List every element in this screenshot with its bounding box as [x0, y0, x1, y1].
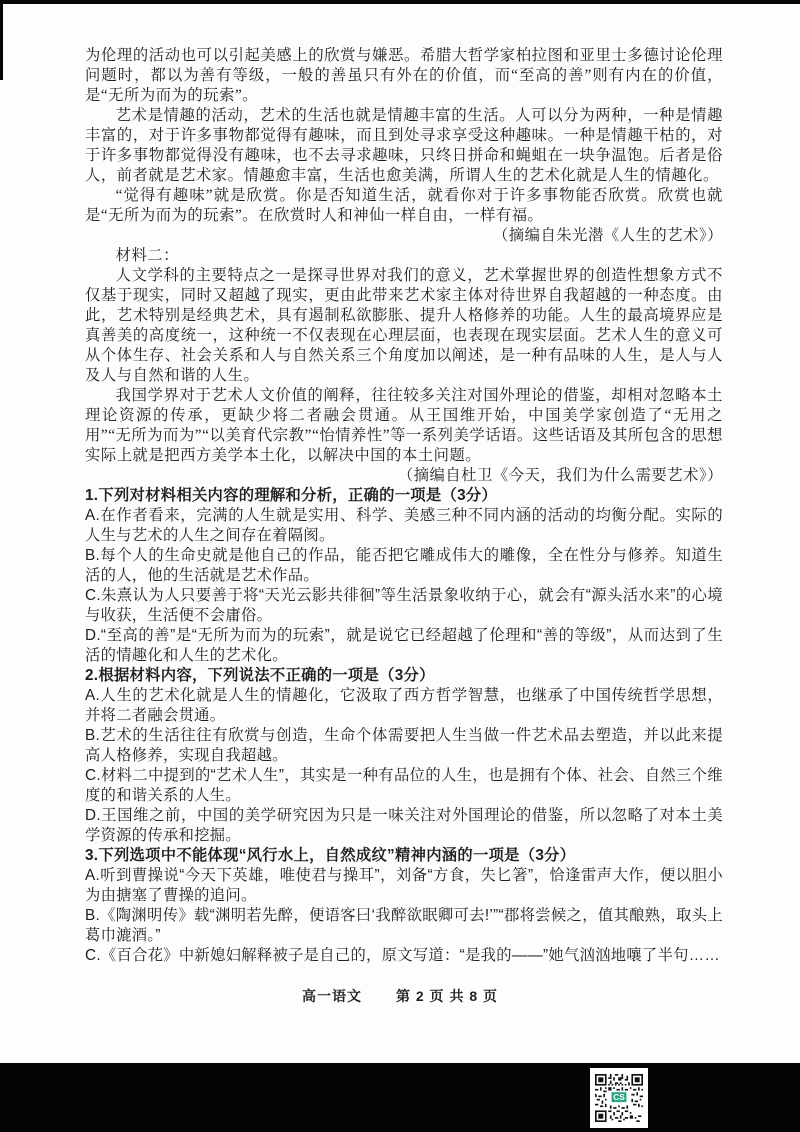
- material2-citation: （摘编自杜卫《今天，我们为什么需要艺术》）: [397, 467, 723, 484]
- scan-edge-top: [0, 0, 800, 4]
- qr-logo-text: CS: [613, 1092, 625, 1102]
- question-2-stem: 2.根据材料内容，下列说法不正确的一项是（3分）: [85, 667, 435, 684]
- question-3-option-a: A.听到曹操说“今天下英雄，唯使君与操耳”，刘备“方食，失匕箸”，恰逢雷声大作，便以胆小为由搪塞了曹操的追问。: [85, 867, 723, 904]
- material2-paragraph: 人文学科的主要特点之一是探寻世界对我们的意义，艺术掌握世界的创造性想象方式不仅基于现实，同时又超越了现实，更由此带来艺术家主体对待世界自我超越的一种态度。由此，艺术特别是经典艺术，具有遏制私欲膨胀、提升人格修养的功能。人生的最高境界应是真善美的高度统一，这种统一不仅表现在心理层面，也表现在现实层面。艺术人生的意义可从个体生存、社会关系和人与自然关系三个角度加以阐述，是一种有品味的人生，是人与人及人与自然和谐的人生。: [85, 267, 723, 384]
- question-2-option-a: A.人生的艺术化就是人生的情趣化，它汲取了西方哲学智慧，也继承了中国传统哲学思想，并将二者融会贯通。: [85, 687, 723, 724]
- page-footer: [0, 986, 800, 1006]
- qr-code-icon: [595, 1074, 643, 1122]
- question-1-option-c: C.朱熹认为人只要善于将“天光云影共徘徊”等生活景象收纳于心，就会有“源头活水来”的心境与收获，生活便不会庸俗。: [85, 587, 723, 624]
- footer-course: 高一语文: [301, 988, 362, 1004]
- material1-paragraph: 艺术是情趣的活动，艺术的生活也就是情趣丰富的生活。人可以分为两种，一种是情趣丰富的，对于许多事物都觉得有趣味，而且到处寻求享受这种趣味。一种是情趣干枯的，对于许多事物都觉得没有趣味，也不去寻求趣味，只终日拼命和蝇蛆在一块争温饱。后者是俗人，前者就是艺术家。情趣愈丰富，生活也愈美满，所谓人生的艺术化就是人生的情趣化。: [85, 107, 723, 184]
- question-3-stem: 3.下列选项中不能体现“风行水上，自然成纹”精神内涵的一项是（3分）: [85, 847, 576, 864]
- question-1-option-a: A.在作者看来，完满的人生就是实用、科学、美感三种不同内涵的活动的均衡分配。实际的人生与艺术的人生之间存在着隔阂。: [85, 507, 723, 544]
- question-2-option-c: C.材料二中提到的“艺术人生”，其实是一种有品位的人生，也是拥有个体、社会、自然三个维度的和谐关系的人生。: [85, 767, 723, 804]
- material1-paragraph: 为伦理的活动也可以引起美感上的欣赏与嫌恶。希腊大哲学家柏拉图和亚里士多德讨论伦理问题时，都以为善有等级，一般的善虽只有外在的价值，而“至高的善”则有内在的价值，是“无所为而为的玩索”。: [85, 47, 723, 104]
- scan-edge-left: [0, 0, 3, 80]
- material2-paragraph: 我国学界对于艺术人文价值的阐释，往往较多关注对国外理论的借鉴，却相对忽略本土理论资源的传承，更缺少将二者融会贯通。从王国维开始，中国美学家创造了“无用之用”“无所为而为”“以美育代宗教”“怡情养性”等一系列美学话语。这些话语及其所包含的思想实际上就是把西方美学本土化，以解决中国的本土问题。: [85, 387, 723, 464]
- question-1-option-b: B.每个人的生命史就是他自己的作品，能否把它雕成伟大的雕像，全在性分与修养。知道生活的人，他的生活就是艺术作品。: [85, 547, 723, 584]
- qr-code: [590, 1068, 648, 1128]
- question-2-option-b: B.艺术的生活往往有欣赏与创造，生命个体需要把人生当做一件艺术品去塑造，并以此来提高人格修养，实现自我超越。: [85, 727, 723, 764]
- footer-page-number: 第 2 页 共 8 页: [395, 988, 499, 1004]
- question-1-option-d: D.“至高的善”是“无所为而为的玩索”，就是说它已经超越了伦理和“善的等级”，从而达到了生活的情趣化和人生的艺术化。: [85, 627, 723, 664]
- material1-paragraph: “觉得有趣味”就是欣赏。你是否知道生活，就看你对于许多事物能否欣赏。欣赏也就是“无所为而为的玩索”。在欣赏时人和神仙一样自由，一样有福。: [85, 187, 723, 224]
- scan-edge-bottom: [0, 1063, 800, 1132]
- question-1-stem: 1.下列对材料相关内容的理解和分析，正确的一项是（3分）: [85, 487, 498, 504]
- question-2-option-d: D.王国维之前，中国的美学研究因为只是一味关注对外国理论的借鉴，所以忽略了对本土美学资源的传承和挖掘。: [85, 807, 723, 844]
- question-3-option-c: C.《百合花》中新媳妇解释被子是自己的，原文写道：“是我的——”她气汹汹地嚷了半句……: [85, 947, 720, 964]
- material1-citation: （摘编自朱光潜《人生的艺术》）: [492, 227, 723, 244]
- question-3-option-b: B.《陶渊明传》载“渊明若先醉，便语客曰‘我醉欲眠卿可去!’”“郡将尝候之，值其酿熟，取头上葛巾漉酒。”: [85, 907, 723, 944]
- material2-label: 材料二：: [115, 247, 179, 264]
- exam-content: [85, 46, 723, 966]
